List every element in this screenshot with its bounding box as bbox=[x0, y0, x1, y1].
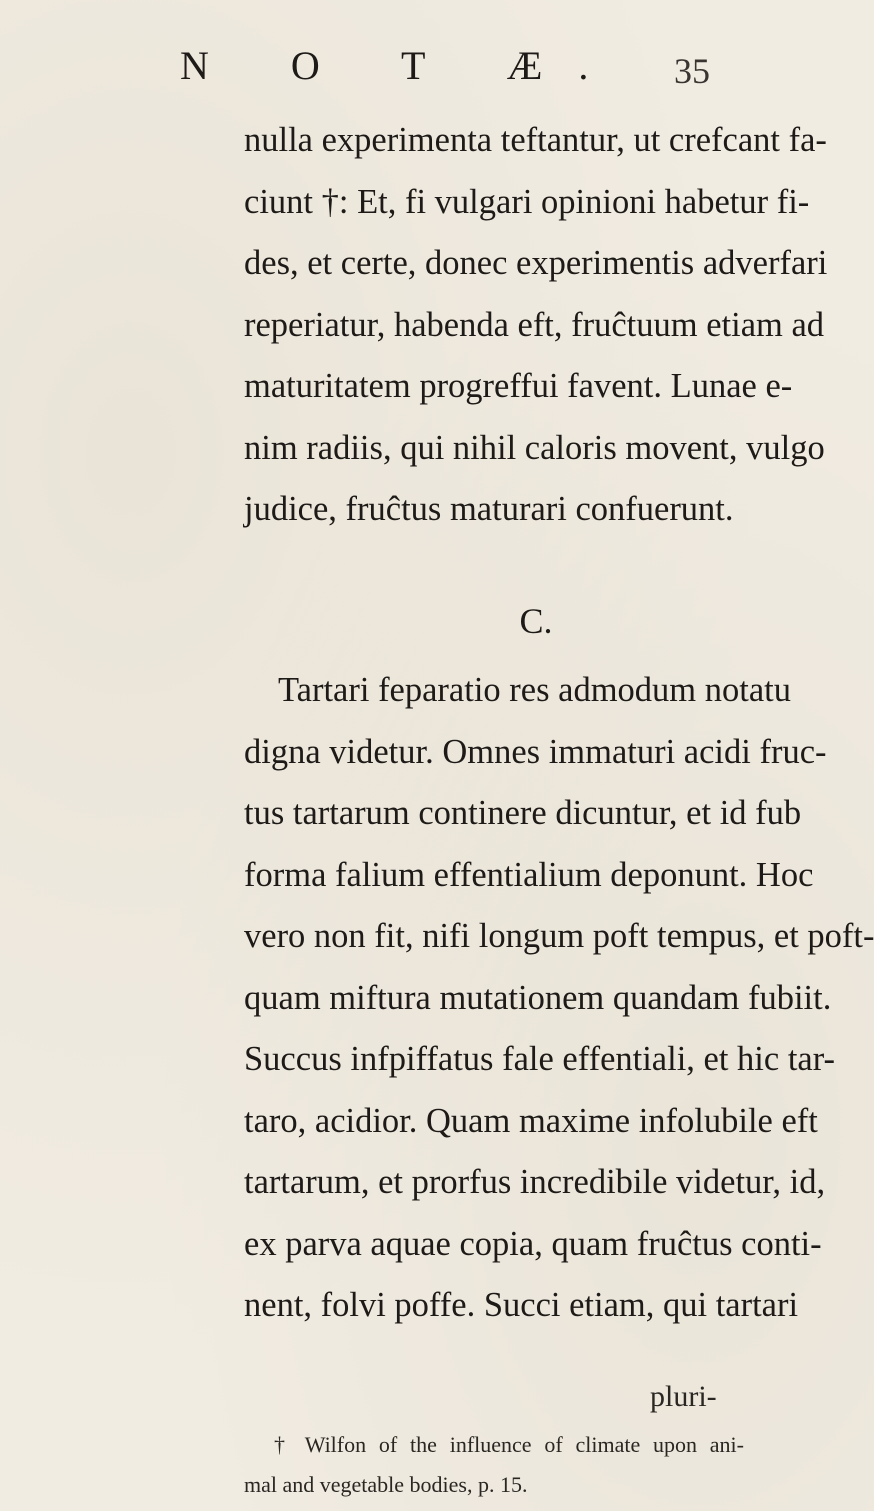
text-line: nim radiis, qui nihil caloris movent, vulgo bbox=[244, 428, 825, 467]
text-line: ex parva aquae copia, quam fruĉtus conti- bbox=[244, 1224, 822, 1263]
text-line: reperiatur, habenda eft, fruĉtuum etiam ad bbox=[244, 305, 825, 344]
paragraph-1 bbox=[244, 110, 828, 541]
footnote-line: † Wilfon of the influence of climate upon ani- bbox=[274, 1432, 744, 1457]
text-line: nent, folvi poffe. Succi etiam, qui tartari bbox=[244, 1286, 799, 1324]
text-line: Tartari feparatio res admodum notatu bbox=[278, 671, 791, 709]
section-heading: C. bbox=[519, 601, 553, 641]
text-line: taro, acidior. Quam maxime infolubile eft bbox=[244, 1101, 818, 1140]
text-line: nulla experimenta teftantur, ut crefcant fa- bbox=[244, 121, 827, 159]
text-line: vero non fit, nifi longum poft tempus, et poft- bbox=[244, 917, 874, 955]
paragraph-2 bbox=[244, 660, 874, 1337]
text-line: tartarum, et prorfus incredibile videtur, id, bbox=[244, 1163, 826, 1201]
text-line: ciunt †: Et, fi vulgari opinioni habetur fi- bbox=[244, 182, 810, 221]
text-line: quam miftura mutationem quandam fubiit. bbox=[244, 978, 832, 1017]
footnote bbox=[244, 1425, 744, 1505]
text-line: tus tartarum continere dicuntur, et id fub bbox=[244, 794, 802, 832]
running-title: N O T Æ. bbox=[180, 43, 625, 88]
text-line: forma falium effentialium deponunt. Hoc bbox=[244, 855, 814, 894]
page-number: 35 bbox=[674, 51, 710, 91]
footnote-line: mal and vegetable bodies, p. 15. bbox=[244, 1472, 528, 1497]
text-line: digna videtur. Omnes immaturi acidi fruc- bbox=[244, 732, 827, 771]
page-header bbox=[150, 42, 710, 102]
text-line: judice, fruĉtus maturari confuerunt. bbox=[244, 490, 734, 528]
text-line: maturitatem progreffui favent. Lunae e- bbox=[244, 367, 793, 405]
catchword: pluri- bbox=[650, 1380, 717, 1413]
text-line: des, et certe, donec experimentis adverfari bbox=[244, 244, 828, 282]
text-line: Succus infpiffatus fale effentiali, et hic tar- bbox=[244, 1040, 836, 1078]
